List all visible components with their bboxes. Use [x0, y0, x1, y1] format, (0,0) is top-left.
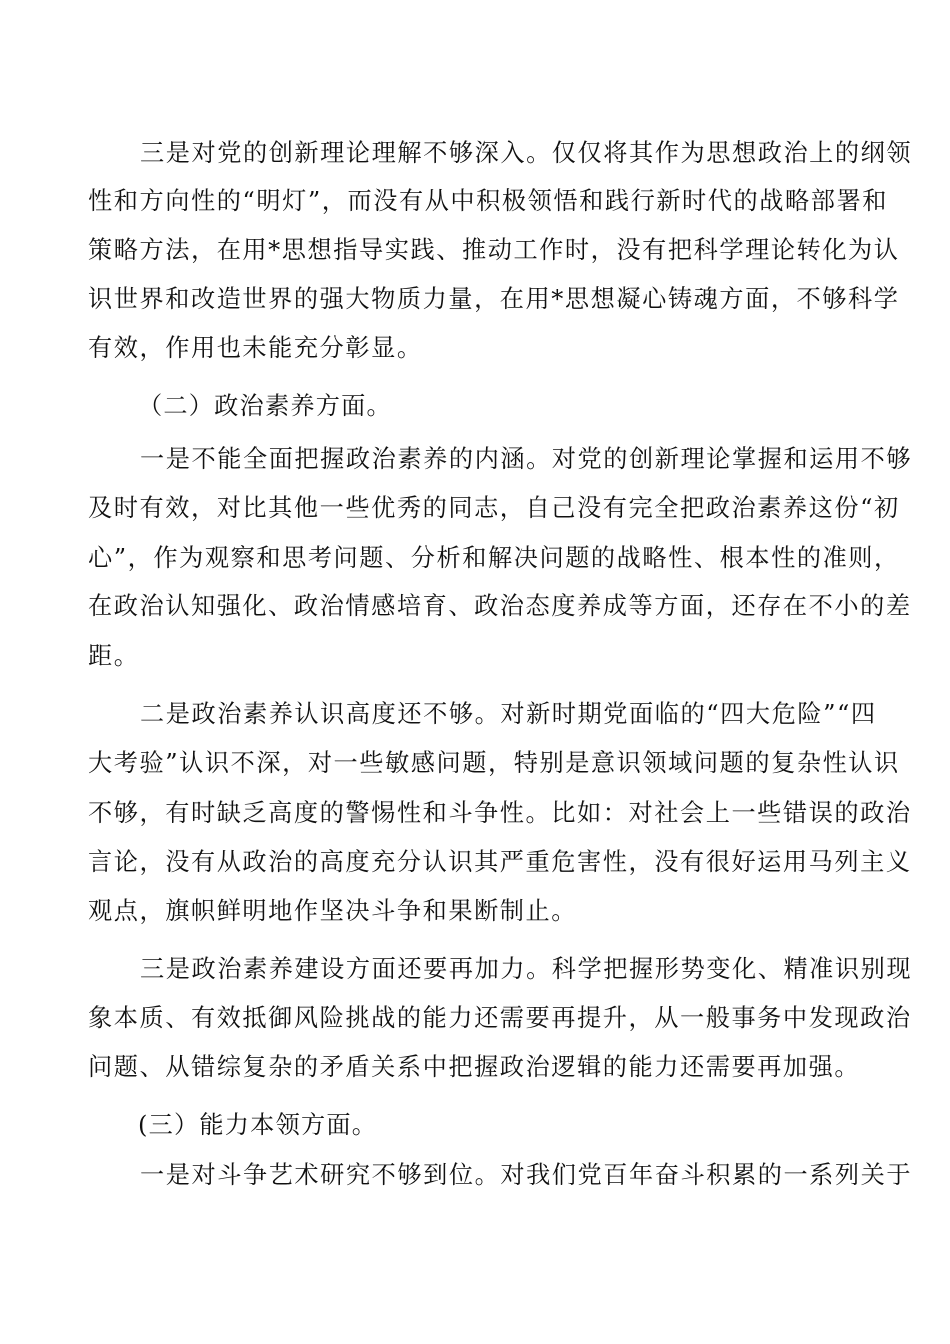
paragraph-4-line-2: 象本质、有效抵御风险挑战的能力还需要再提升，从一般事务中发现政治: [88, 1004, 912, 1032]
paragraph-3-line-3: 不够，有时缺乏高度的警惕性和斗争性。比如：对社会上一些错误的政治: [88, 799, 912, 827]
paragraph-2-line-3: 心”，作为观察和思考问题、分析和解决问题的战略性、根本性的准则，: [88, 544, 900, 572]
paragraph-2-line-2: 及时有效，对比其他一些优秀的同志，自己没有完全把政治素养这份“初: [88, 494, 900, 522]
section-heading-political-literacy: （二）政治素养方面。: [138, 392, 392, 420]
paragraph-5-line-1: 一是对斗争艺术研究不够到位。对我们党百年奋斗积累的一系列关于: [140, 1161, 913, 1189]
paragraph-2-line-4: 在政治认知强化、政治情感培育、政治态度养成等方面，还存在不小的差: [88, 592, 912, 620]
paragraph-1-line-3: 策略方法，在用*思想指导实践、推动工作时，没有把科学理论转化为认: [88, 236, 900, 264]
paragraph-4-line-3: 问题、从错综复杂的矛盾关系中把握政治逻辑的能力还需要再加强。: [88, 1053, 861, 1081]
paragraph-3-line-2: 大考验”认识不深，对一些敏感问题，特别是意识领域问题的复杂性认识: [88, 749, 900, 777]
paragraph-3-line-5: 观点，旗帜鲜明地作坚决斗争和果断制止。: [88, 897, 578, 925]
paragraph-1-line-4: 识世界和改造世界的强大物质力量，在用*思想凝心铸魂方面，不够科学: [88, 285, 900, 313]
paragraph-1-line-1: 三是对党的创新理论理解不够深入。仅仅将其作为思想政治上的纲领: [140, 139, 913, 167]
paragraph-1-line-2: 性和方向性的“明灯”，而没有从中积极领悟和践行新时代的战略部署和: [88, 187, 888, 215]
paragraph-4-line-1: 三是政治素养建设方面还要再加力。科学把握形势变化、精准识别现: [140, 955, 913, 983]
paragraph-3-line-4: 言论，没有从政治的高度充分认识其严重危害性，没有很好运用马列主义: [88, 848, 912, 876]
paragraph-1-line-5: 有效，作用也未能充分彰显。: [88, 334, 423, 362]
paragraph-3-line-1: 二是政治素养认识高度还不够。对新时期党面临的“四大危险”“四: [140, 700, 877, 728]
paragraph-2-line-1: 一是不能全面把握政治素养的内涵。对党的创新理论掌握和运用不够: [140, 445, 913, 473]
paragraph-2-line-5: 距。: [88, 642, 140, 670]
section-heading-capability: (三）能力本领方面。: [138, 1111, 378, 1139]
